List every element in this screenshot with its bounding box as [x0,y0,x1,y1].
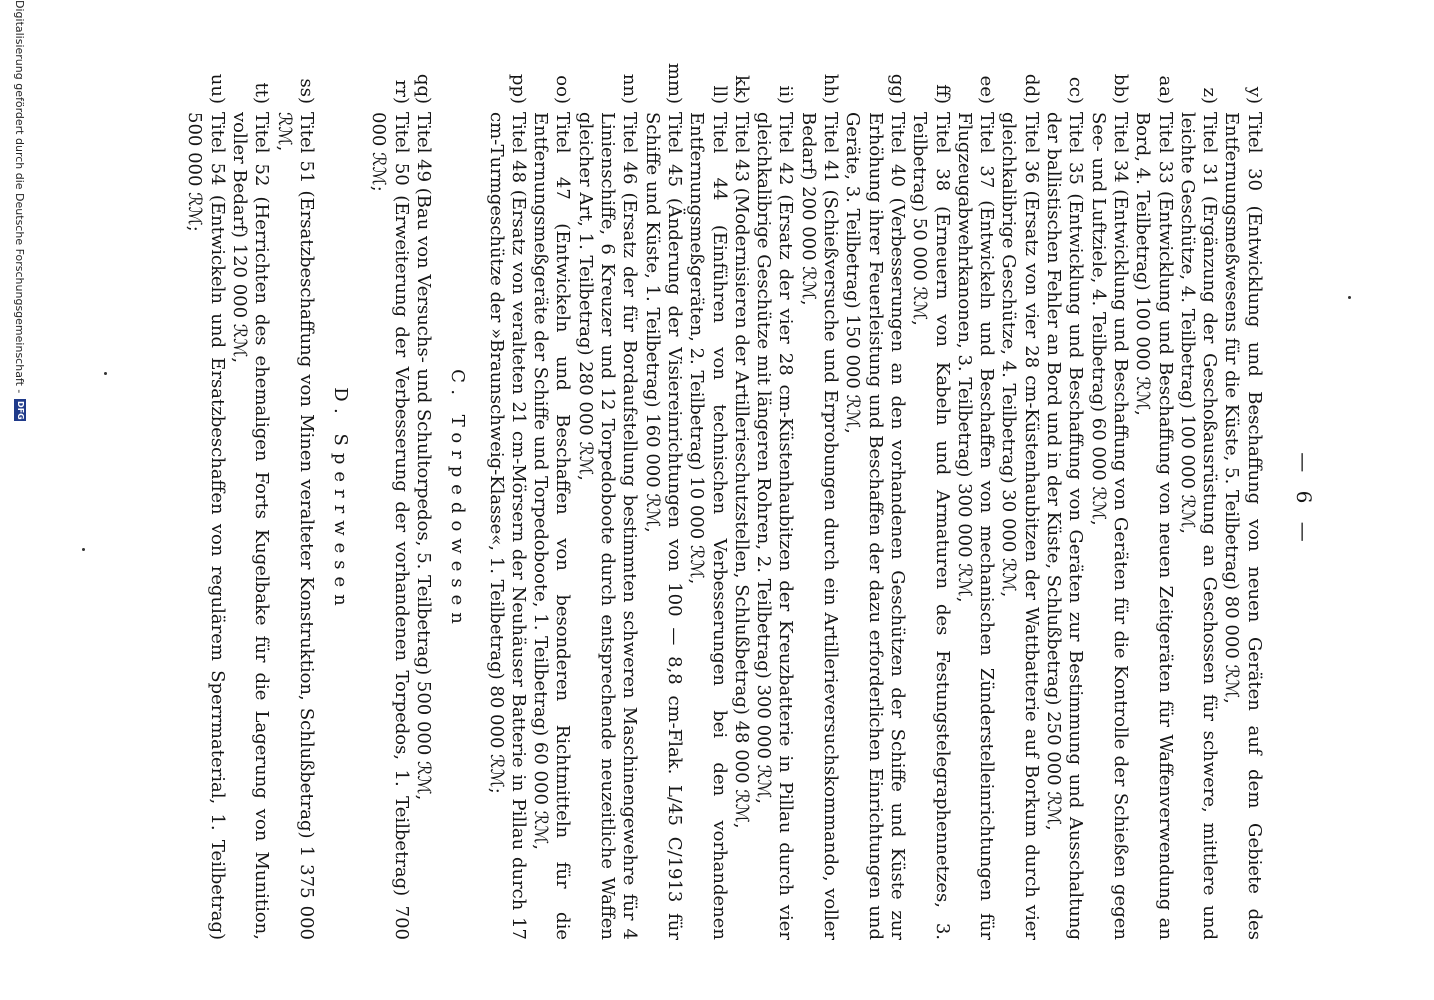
rotated-text-block [115,60,1315,940]
entry-text: Titel 52 (Herrichten des ehemaligen Forts Kugelbake für die Lagerung von Munition, voller Bedarf) 120 000 ℛℳ, [228,112,273,940]
entry-list-artillery [484,60,1264,940]
entry-label: z) [1199,87,1221,104]
entry-label: pp) [507,73,529,104]
entry-text: Titel 47 (Entwickeln und Beschaffen von besonderen Richtmitteln für die Entfernungsmeßgeräte der Schiffe und Torpedoboote, 1. Teilbetrag) 60 000 ℛℳ, [530,112,574,940]
scan-speck [1348,296,1351,299]
list-entry [228,60,273,940]
entry-text: Titel 38 (Erneuern von Kabeln und Armaturen des Festungstelegraphennetzes, 3. Teilbetrag) 50 000 ℛℳ, [909,112,953,940]
entry-label: bb) [1109,73,1131,104]
list-entry [1042,60,1087,940]
list-entry [1220,60,1265,940]
entry-label: oo) [552,75,574,104]
entry-label: cc) [1065,76,1087,104]
entry-label: kk) [730,75,752,104]
list-entry [752,60,797,940]
credit-text: Digitalisierung gefördert durch die Deutsche Forschungsgemeinschaft - [13,0,27,394]
entry-text: Titel 40 (Verbesserungen an den vorhandenen Geschützen der Schiffe und Küste zur Erhöhung ihrer Feuerleistung und Beschaffen der dazu erforderlichen Einrichtungen und Geräte, 3. Teilbetrag) 150 000 ℛℳ, [842,112,908,940]
entry-text: Titel 31 (Ergänzung der Geschoßausrüstung an Geschossen für schwere, mittlere und leichte Geschütze, 4. Teilbetrag) 100 000 ℛℳ, [1176,112,1221,940]
entry-text: Titel 54 (Entwickeln und Ersatzbeschaffen von regulärem Sperrmaterial, 1. Teilbetrag) 500 000 ℛℳ; [184,112,228,940]
entry-label: y) [1243,86,1265,104]
entry-text: Titel 48 (Ersatz von veralteten 21 cm-Mörsern der Neuhäuser Batterie in Pillau durch 17 cm-Turmgeschütze der »Braunschweig-Klasse«, 1. Teilbetrag) 80 000 ℛℳ; [485,112,529,940]
entry-label: nn) [619,73,641,104]
entry-label: rr) [390,79,412,104]
list-entry [367,60,412,940]
entry-text: Titel 37 (Entwickeln und Beschaffen von mechanischen Zünderstelleinrichtungen für Flugzeugabwehrkanonen, 3. Teilbetrag) 300 000 ℛℳ, [953,112,998,940]
entry-text: Titel 46 (Ersatz der für Bordaufstellung bestimmten schweren Maschinengewehre für 4 Linienschiffe, 6 Kreuzer und 12 Torpedoboote durch entsprechende neuzeitliche Waffen gleicher Art, 1. Teilbetrag) 280 000 ℛℳ, [574,112,641,940]
list-entry [997,60,1042,940]
list-entry [529,60,574,940]
list-entry [272,60,317,940]
digitization-credit [10,0,30,1000]
list-entry [685,60,730,940]
entry-label: ii) [775,85,797,104]
entry-label: ff) [931,84,953,104]
list-entry [640,60,685,940]
entry-label: tt) [251,82,273,104]
entry-label: hh) [820,73,842,104]
entry-label: qq) [413,73,435,104]
list-entry [484,60,529,940]
entry-text: Titel 35 (Entwicklung und Beschaffung von Geräten zur Bestimmung und Ausschaltung der ballistischen Fehler an Bord und in der Küste, Schlußbetrag) 250 000 ℛℳ, [1043,112,1087,940]
page-number: — 6 — [1292,452,1316,548]
entry-text: Titel 44 (Einführen von technischen Verbesserungen bei den vorhandenen Entfernungsmeßgeräten, 2. Teilbetrag) 10 000 ℛℳ, [686,112,730,940]
entry-text: Titel 41 (Schießversuche und Erprobungen durch ein Artillerieversuchskommando, voller Bedarf) 200 000 ℛℳ, [797,112,842,940]
list-entry [841,60,908,940]
list-entry [1086,60,1131,940]
entry-label: uu) [206,73,228,104]
section-heading-sperrwesen: D. Sperrwesen [330,387,352,613]
entry-text: Titel 30 (Entwicklung und Beschaffung von neuen Geräten auf dem Gebiete des Entfernungsmeßwesens für die Küste, 5. Teilbetrag) 80 000 ℛℳ, [1221,112,1265,940]
list-entry [908,60,953,940]
list-entry [574,60,641,940]
entry-text: Titel 45 (Änderung der Visiereinrichtungen von 100 — 8,8 cm-Flak. L/45 C/1913 für Schiffe und Küste, 1. Teilbetrag) 160 000 ℛℳ, [641,112,685,940]
entry-text: Titel 49 (Bau von Versuchs- und Schultorpedos, 5. Teilbetrag) 500 000 ℛℳ, [413,112,435,801]
list-entry [412,60,434,940]
entry-label: aa) [1154,75,1176,104]
list-entry [183,60,228,940]
entry-label: mm) [663,62,685,104]
entry-list-sperrwesen [183,60,317,940]
entry-list-torpedo [367,60,434,940]
entry-text: Titel 42 (Ersatz der vier 28 cm-Küstenhaubitzen der Kreuzbatterie in Pillau durch vier gleichkalibrige Geschütze mit längeren Rohren, 2. Teilbetrag) 300 000 ℛℳ, [753,112,797,940]
list-entry [1131,60,1176,940]
entry-text: Titel 33 (Entwicklung und Beschaffung von neuen Zeitgeräten für Waffenverwendung an Bord, 4. Teilbetrag) 100 000 ℛℳ, [1132,112,1176,940]
entry-label: ss) [295,78,317,104]
scan-speck [82,548,85,551]
entry-label: ee) [976,75,998,104]
entry-text: Titel 34 (Entwicklung und Beschaffung von Geräten für die Kontrolle der Schießen gegen See- und Luftziele, 4. Teilbetrag) 60 000 ℛℳ, [1087,112,1131,940]
entry-label: dd) [1020,73,1042,104]
entry-text: Titel 50 (Erweiterung der Verbesserung der vorhandenen Torpedos, 1. Teilbetrag) 700 000 ℛℳ; [368,112,412,940]
dfg-logo: DFG [16,401,25,420]
list-entry [796,60,841,940]
entry-text: Titel 36 (Ersatz von vier 28 cm-Küstenhaubitzen der Wattbatterie auf Borkum durch vier gleichkalibrige Geschütze, 4. Teilbetrag) 30 000 ℛℳ, [998,112,1042,940]
entry-label: ll) [708,85,730,104]
entry-text: Titel 43 (Modernisieren der Artillerieschutzstellen, Schlußbetrag) 48 000 ℛℳ, [730,112,752,829]
list-entry [1176,60,1221,940]
section-heading-torpedowesen: C. Torpedowesen [447,369,469,631]
entry-text: Titel 51 (Ersatzbeschaffung von Minen veralteter Konstruktion, Schlußbetrag) 1 375 000 ℛℳ, [273,112,317,940]
scan-speck [104,372,107,375]
entry-label: gg) [886,73,908,104]
list-entry [730,60,752,940]
list-entry [953,60,998,940]
